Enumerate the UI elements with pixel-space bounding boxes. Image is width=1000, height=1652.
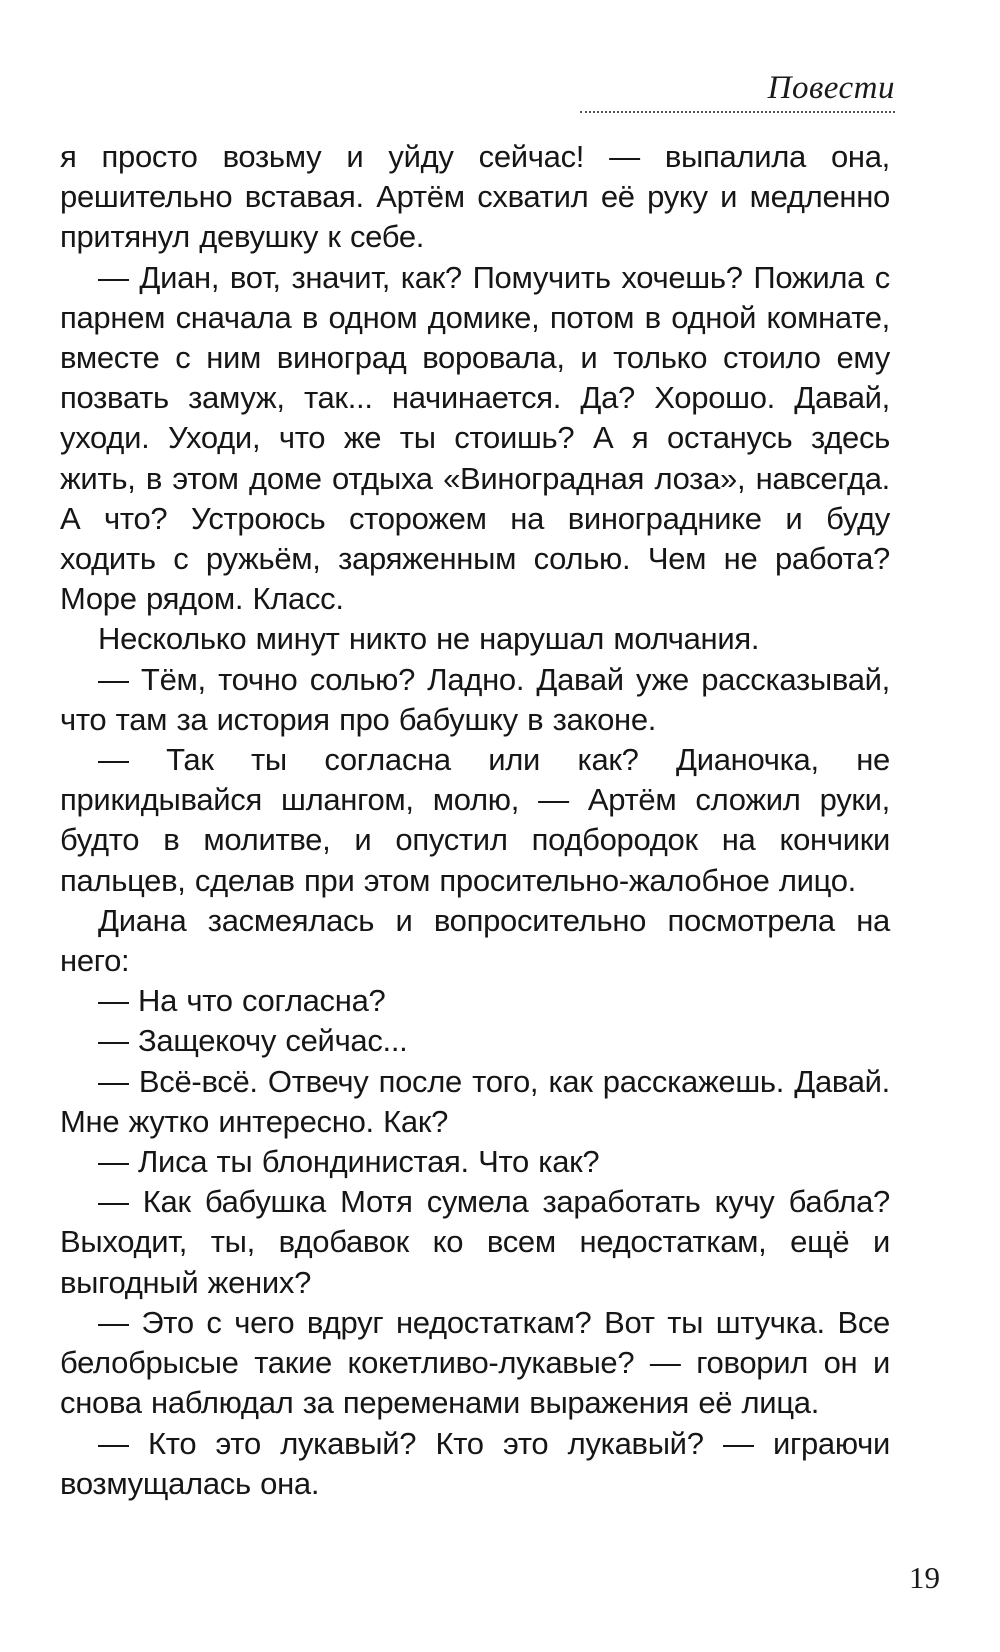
- body-text: [60, 137, 890, 1504]
- paragraph: — Диан, вот, значит, как? Помучить хочешь? Пожила с парнем сначала в одном домике, потом в одной комнате, вместе с ним виноград воровала, и только стоило ему позвать замуж, так... начинается. Да? Хорошо. Давай, уходи. Уходи, что же ты стоишь? А я останусь здесь жить, в этом доме отдыха «Виноградная лоза», навсегда. А что? Устроюсь сторожем на винограднике и буду ходить с ружьём, заряженным солью. Чем не работа? Море рядом. Класс.: [60, 259, 890, 617]
- paragraph: Несколько минут никто не нарушал молчания.: [98, 621, 760, 657]
- section-title: Повести: [767, 70, 895, 106]
- paragraph: — На что согласна?: [98, 983, 386, 1019]
- paragraph: — Всё-всё. Отвечу после того, как расскажешь. Давай. Мне жутко интересно. Как?: [60, 1063, 890, 1139]
- paragraph: — Лиса ты блондинистая. Что как?: [98, 1144, 600, 1180]
- paragraph: я просто возьму и уйду сейчас! — выпалила она, решительно вставая. Артём схватил её руку и медленно притянул девушку к себе.: [60, 139, 890, 255]
- paragraph: — Защекочу сейчас...: [98, 1023, 408, 1059]
- paragraph: — Как бабушка Мотя сумела заработать кучу бабла? Выходит, ты, вдобавок ко всем недостаткам, ещё и выгодный жених?: [60, 1184, 890, 1300]
- page-number: 19: [909, 1560, 940, 1595]
- paragraph: Диана засмеялась и вопросительно посмотрела на него:: [60, 902, 890, 979]
- paragraph: — Кто это лукавый? Кто это лукавый? — играючи возмущалась она.: [60, 1425, 890, 1501]
- running-header: [535, 68, 895, 113]
- paragraph: — Это с чего вдруг недостаткам? Вот ты штучка. Все белобрысые такие кокетливо-лукавые? — говорил он и снова наблюдал за переменами выражения её лица.: [60, 1304, 890, 1421]
- paragraph: — Тём, точно солью? Ладно. Давай уже рассказывай, что там за история про бабушку в законе.: [60, 661, 890, 737]
- header-dotted-rule: [580, 111, 895, 113]
- paragraph: — Так ты согласна или как? Дианочка, не прикидывайся шлангом, молю, — Артём сложил руки, будто в молитве, и опустил подбородок на кончики пальцев, сделав при этом просительно-жалобное лицо.: [60, 742, 890, 898]
